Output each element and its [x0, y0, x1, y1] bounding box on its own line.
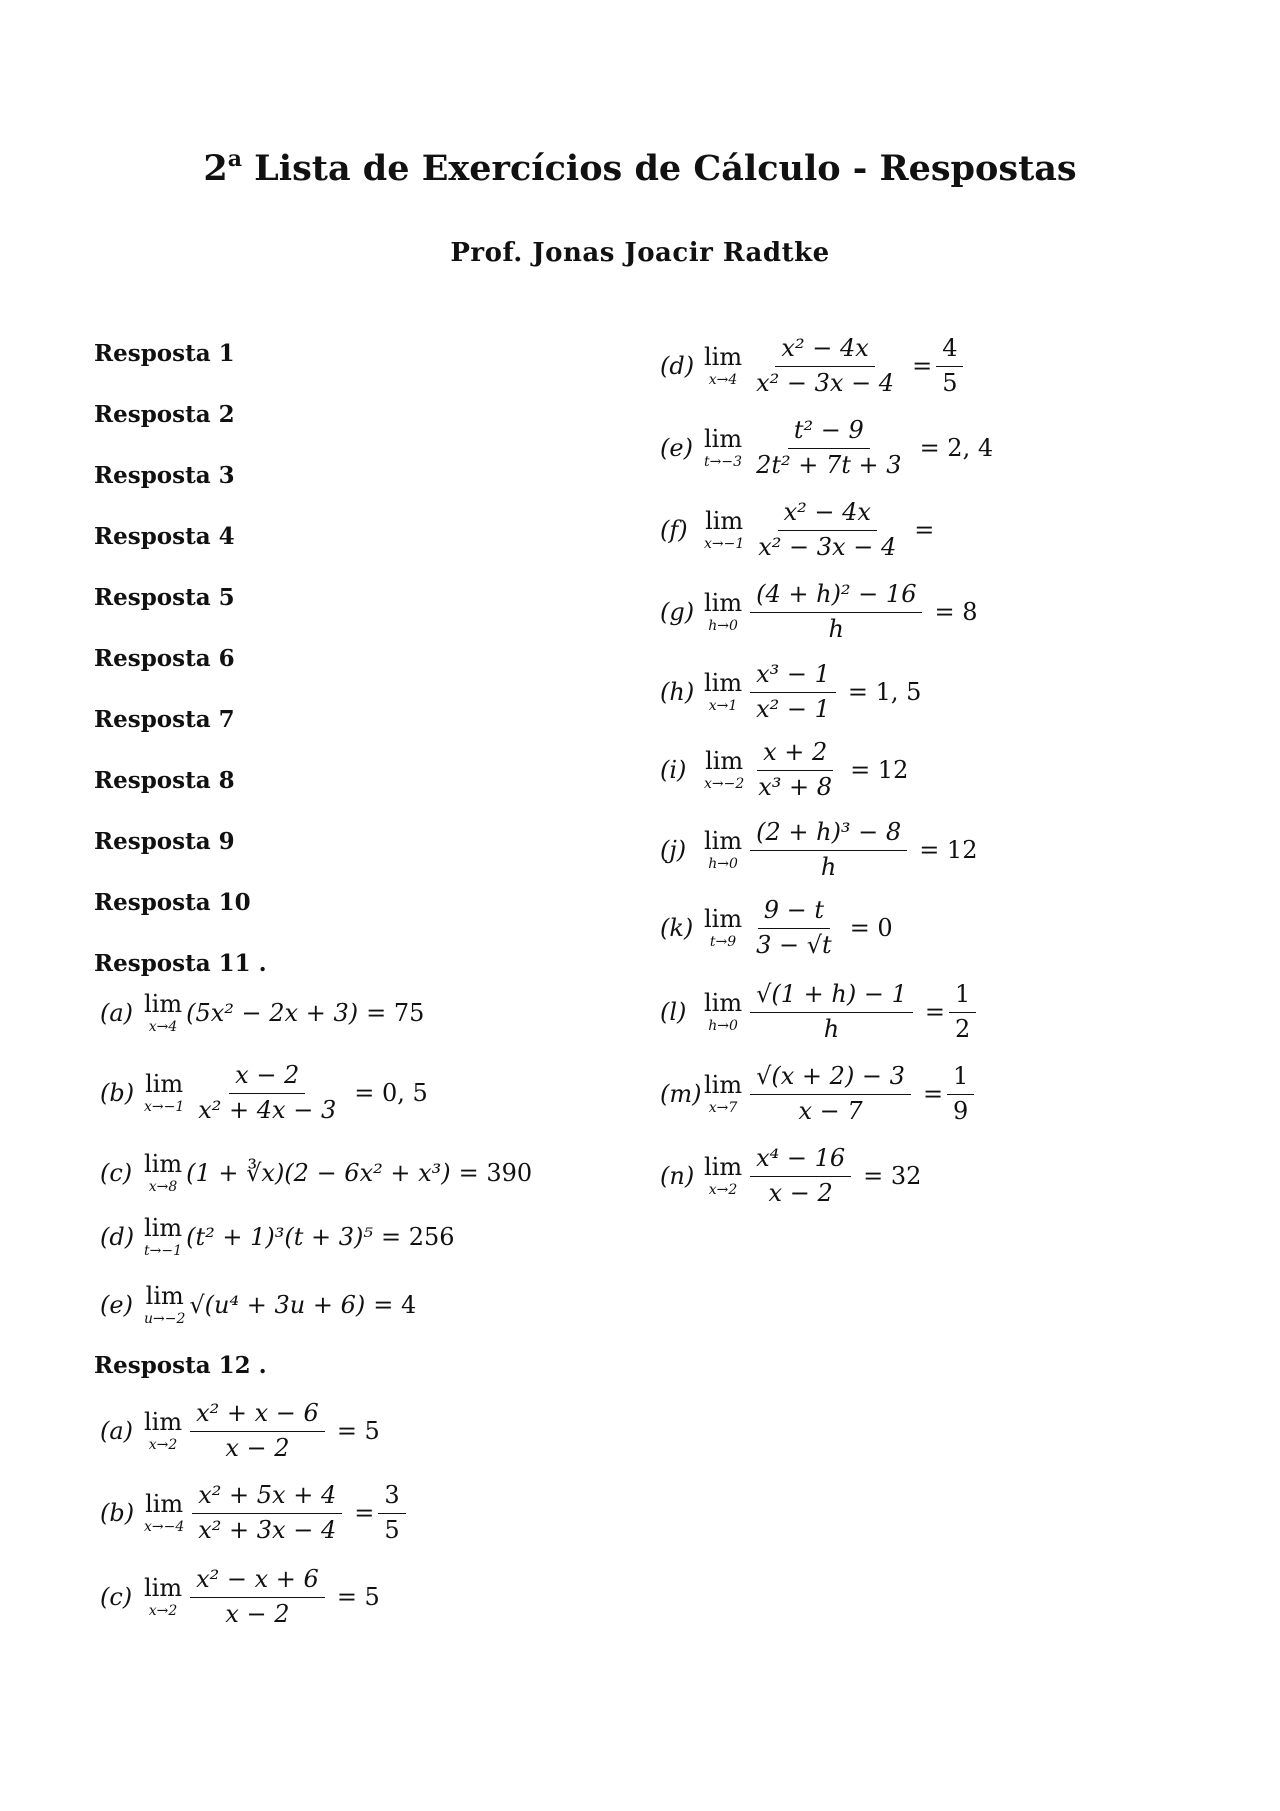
denominator: x² − 3x − 4 [756, 368, 895, 397]
denominator: x − 2 [225, 1599, 290, 1628]
limit-subscript: x→7 [708, 1100, 738, 1117]
limit-subscript: x→−1 [144, 1099, 185, 1116]
resposta-heading: Resposta 5 [94, 584, 235, 611]
page-title [0, 146, 1280, 189]
item-label: (c) [100, 1159, 133, 1187]
lim-word: lim [704, 425, 743, 454]
lim-word: lim [144, 1150, 183, 1178]
limit-subscript: x→2 [148, 1437, 178, 1454]
result-fraction [947, 1063, 974, 1125]
limit-operator [144, 992, 182, 1034]
fraction [750, 417, 907, 479]
answer-item [100, 1482, 410, 1544]
limit-operator [704, 671, 742, 713]
limit-operator [144, 1152, 182, 1194]
result: = 4 [373, 1291, 417, 1319]
result-denominator: 5 [384, 1515, 400, 1544]
result-numerator: 1 [947, 1063, 974, 1095]
limit-operator [144, 1072, 184, 1114]
limit-subscript: x→4 [148, 1019, 178, 1035]
result: = 1, 5 [847, 678, 922, 707]
limit-subscript: x→−1 [704, 536, 745, 553]
item-label: (d) [660, 352, 695, 381]
numerator: (4 + h)² − 16 [750, 581, 922, 613]
limit-subscript: u→−2 [144, 1311, 186, 1327]
item-label: (j) [660, 836, 687, 865]
numerator: x + 2 [757, 739, 833, 771]
denominator: x² + 4x − 3 [198, 1095, 337, 1124]
answer-item [660, 417, 993, 479]
result-numerator: 1 [949, 981, 976, 1013]
item-label: (d) [100, 1223, 135, 1251]
result: = 256 [381, 1223, 455, 1251]
result: = 12 [850, 756, 909, 785]
resposta-11-heading: Resposta 11 . [94, 950, 267, 977]
numerator: 9 − t [758, 897, 830, 929]
numerator: x⁴ − 16 [750, 1145, 851, 1177]
result: = 75 [366, 999, 425, 1027]
lim-word: lim [704, 827, 743, 856]
resposta-heading: Resposta 8 [94, 767, 235, 794]
result-denominator: 9 [953, 1096, 969, 1125]
fraction [190, 1400, 325, 1462]
limit-subscript: x→2 [148, 1603, 178, 1620]
result-denominator: 2 [954, 1014, 971, 1043]
limit-subscript: x→2 [708, 1182, 738, 1199]
limit-operator [704, 509, 744, 551]
result: = [354, 1499, 375, 1528]
answer-item [100, 1284, 416, 1326]
result-fraction [936, 335, 963, 397]
limit-subscript: t→−3 [704, 454, 743, 471]
result: = [924, 998, 945, 1027]
limit-operator [144, 1216, 182, 1258]
denominator: x − 7 [798, 1096, 863, 1125]
item-label: (g) [660, 598, 695, 627]
limit-subscript: t→−1 [144, 1243, 183, 1259]
item-label: (n) [660, 1162, 695, 1191]
limit-operator [704, 829, 742, 871]
limit-operator [704, 1155, 742, 1197]
limit-operator [704, 591, 742, 633]
item-label: (i) [660, 756, 687, 785]
lim-word: lim [704, 1153, 743, 1182]
denominator: x² − 1 [756, 694, 830, 723]
lim-word: lim [704, 905, 743, 934]
answer-item [100, 992, 424, 1034]
numerator: √(x + 2) − 3 [750, 1063, 911, 1095]
answer-item [660, 581, 977, 643]
answer-item [660, 499, 934, 561]
denominator: x − 2 [225, 1433, 290, 1462]
lim-word: lim [704, 989, 743, 1018]
limit-operator [144, 1492, 184, 1534]
answer-item [100, 1566, 380, 1628]
denominator: 3 − √t [756, 930, 832, 959]
fraction [192, 1062, 342, 1124]
limit-expression: (t² + 1)³(t + 3)⁵ [186, 1223, 373, 1251]
item-label: (k) [660, 914, 694, 943]
lim-word: lim [144, 1574, 183, 1603]
limit-operator [704, 991, 742, 1033]
numerator: x² + 5x + 4 [192, 1482, 342, 1514]
item-label: (e) [100, 1291, 133, 1319]
result: = 0 [849, 914, 893, 943]
limit-subscript: h→0 [708, 1018, 738, 1035]
limit-operator [704, 345, 742, 387]
denominator: h [820, 852, 837, 881]
answer-item [100, 1400, 380, 1462]
resposta-heading: Resposta 3 [94, 462, 235, 489]
result: = [912, 352, 933, 381]
numerator: x² − x + 6 [190, 1566, 325, 1598]
limit-operator [144, 1410, 182, 1452]
result: = 8 [934, 598, 978, 627]
item-label: (a) [100, 999, 134, 1027]
denominator: x³ + 8 [758, 772, 833, 801]
resposta-heading: Resposta 10 [94, 889, 251, 916]
answer-item [660, 1145, 921, 1207]
result-fraction [949, 981, 976, 1043]
fraction [750, 335, 900, 397]
item-label: (h) [660, 678, 695, 707]
lim-word: lim [144, 1214, 183, 1242]
result: = 5 [336, 1583, 380, 1612]
answer-item [660, 1063, 978, 1125]
numerator: t² − 9 [788, 417, 870, 449]
fraction [750, 981, 913, 1043]
result: = 32 [863, 1162, 922, 1191]
resposta-heading: Resposta 9 [94, 828, 235, 855]
item-label: (b) [100, 1499, 135, 1528]
answer-item [660, 335, 967, 397]
item-label: (l) [660, 998, 687, 1027]
numerator: x³ − 1 [750, 661, 836, 693]
result: = 2, 4 [919, 434, 994, 463]
result: = [922, 1080, 944, 1109]
fraction [752, 739, 838, 801]
result-numerator: 4 [936, 335, 963, 367]
limit-operator [704, 749, 744, 791]
fraction [750, 581, 922, 643]
resposta-heading: Resposta 7 [94, 706, 235, 733]
lim-word: lim [704, 669, 743, 698]
limit-subscript: x→4 [708, 372, 738, 389]
numerator: √(1 + h) − 1 [750, 981, 913, 1013]
result-numerator: 3 [378, 1482, 405, 1514]
lim-word: lim [704, 1071, 743, 1100]
result: = 12 [919, 836, 978, 865]
result-denominator: 5 [942, 368, 958, 397]
denominator: 2t² + 7t + 3 [756, 450, 902, 479]
numerator: x² + x − 6 [190, 1400, 325, 1432]
lim-word: lim [704, 589, 743, 618]
result-fraction [378, 1482, 405, 1544]
limit-expression: (5x² − 2x + 3) [186, 999, 359, 1027]
denominator: h [828, 614, 845, 643]
limit-expression: √(u⁴ + 3u + 6) [189, 1291, 366, 1319]
result: = 5 [336, 1417, 380, 1446]
limit-operator [704, 907, 742, 949]
limit-subscript: x→−2 [704, 776, 745, 793]
limit-expression: (1 + ∛x)(2 − 6x² + x³) [186, 1159, 451, 1187]
limit-operator [704, 427, 742, 469]
item-label: (f) [660, 516, 688, 545]
author-line: Prof. Jonas Joacir Radtke [450, 238, 830, 268]
lim-word: lim [704, 343, 743, 372]
item-label: (b) [100, 1079, 135, 1108]
denominator: x² + 3x − 4 [198, 1515, 337, 1544]
answer-item [100, 1216, 455, 1258]
numerator: (2 + h)³ − 8 [750, 819, 907, 851]
result: = 390 [458, 1159, 533, 1187]
resposta-heading: Resposta 6 [94, 645, 235, 672]
result: = [914, 516, 935, 545]
fraction [750, 897, 838, 959]
lim-word: lim [705, 507, 744, 536]
lim-word: lim [145, 1070, 184, 1099]
answer-item [100, 1062, 428, 1124]
lim-word: lim [144, 990, 183, 1018]
denominator: x² − 3x − 4 [758, 532, 897, 561]
limit-operator [144, 1576, 182, 1618]
fraction [750, 819, 907, 881]
fraction [750, 1063, 911, 1125]
limit-operator [704, 1073, 742, 1115]
fraction [750, 661, 836, 723]
limit-subscript: x→8 [148, 1179, 178, 1195]
limit-subscript: t→9 [709, 934, 737, 951]
resposta-heading: Resposta 2 [94, 401, 235, 428]
denominator: h [823, 1014, 840, 1043]
title-number: 2 [203, 148, 228, 189]
fraction [750, 1145, 851, 1207]
item-label: (a) [100, 1417, 134, 1446]
fraction [190, 1566, 325, 1628]
limit-subscript: h→0 [708, 618, 738, 635]
denominator: x − 2 [768, 1178, 833, 1207]
limit-operator [144, 1284, 185, 1326]
numerator: x² − 4x [775, 335, 874, 367]
item-label: (m) [660, 1080, 702, 1109]
lim-word: lim [705, 747, 744, 776]
numerator: x − 2 [229, 1062, 305, 1094]
answer-item [660, 897, 893, 959]
limit-subscript: x→1 [708, 698, 738, 715]
numerator: x² − 4x [778, 499, 877, 531]
item-label: (e) [660, 434, 693, 463]
resposta-12-heading: Resposta 12 . [94, 1352, 267, 1379]
result: = 0, 5 [354, 1079, 428, 1108]
limit-subscript: h→0 [708, 856, 738, 873]
limit-subscript: x→−4 [144, 1519, 185, 1536]
answer-item [660, 739, 908, 801]
fraction [752, 499, 902, 561]
answer-item [660, 819, 977, 881]
lim-word: lim [145, 1282, 184, 1310]
resposta-heading: Resposta 1 [94, 340, 235, 367]
item-label: (c) [100, 1583, 133, 1612]
answer-item [100, 1152, 532, 1194]
lim-word: lim [145, 1490, 184, 1519]
resposta-heading: Resposta 4 [94, 523, 235, 550]
lim-word: lim [144, 1408, 183, 1437]
fraction [192, 1482, 342, 1544]
title-superscript: a [227, 146, 242, 172]
answer-item [660, 981, 980, 1043]
answer-item [660, 661, 921, 723]
title-text: Lista de Exercícios de Cálculo - Respostas [254, 148, 1077, 189]
